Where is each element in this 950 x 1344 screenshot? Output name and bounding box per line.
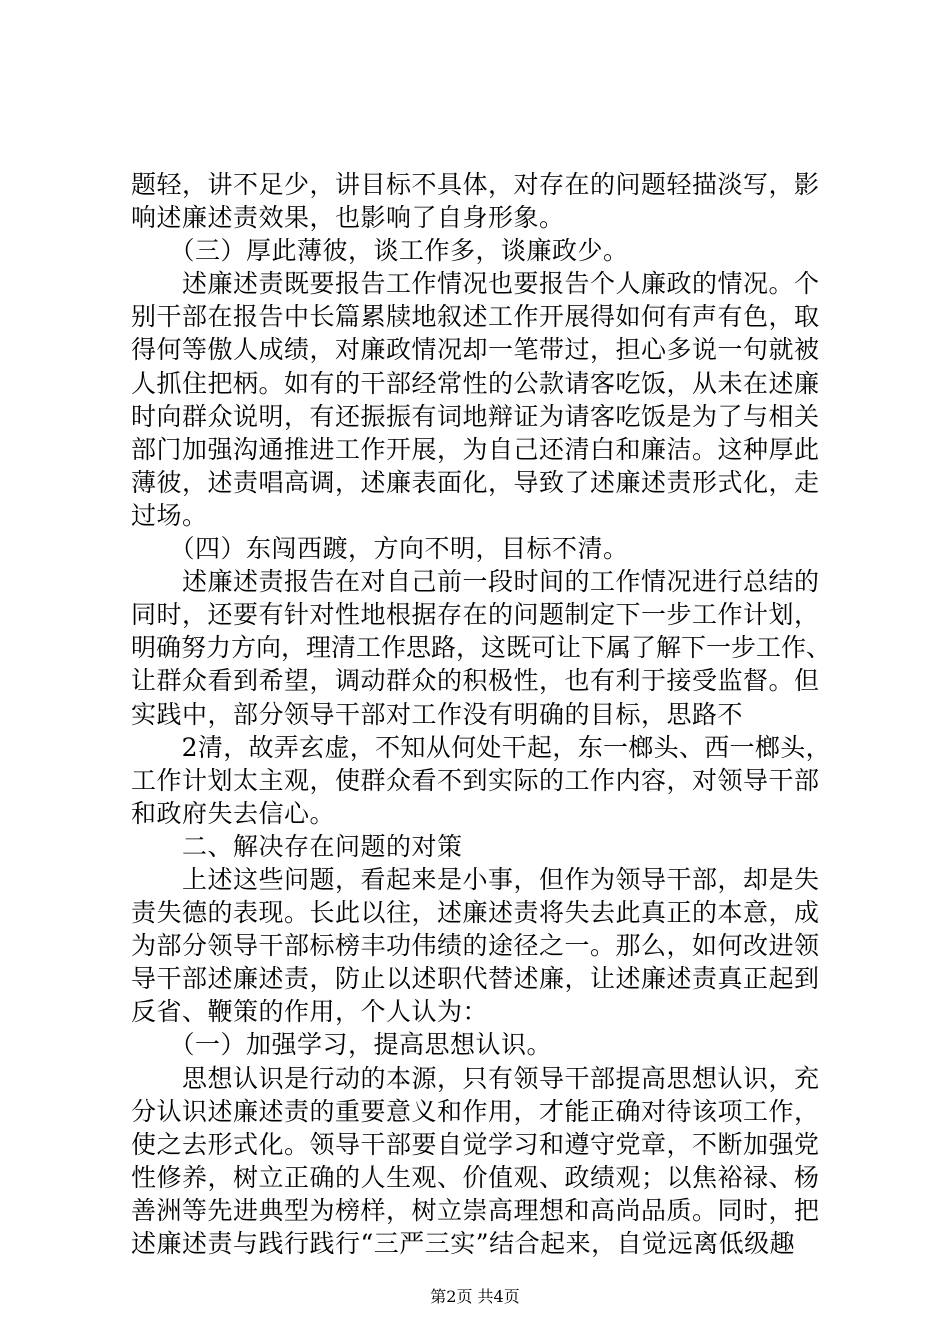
- text-line: 责失德的表现。长此以往，述廉述责将失去此真正的本意，成: [131, 898, 820, 928]
- text-line: 得何等傲人成绩，对廉政情况却一笔带过，担心多说一句就被: [131, 335, 820, 365]
- text-line: 述廉述责报告在对自己前一段时间的工作情况进行总结的: [131, 567, 820, 597]
- text-line: 为部分领导干部标榜丰功伟绩的途径之一。那么，如何改进领: [131, 931, 820, 961]
- text-line: 二、解决存在问题的对策: [131, 831, 463, 861]
- text-line: 性修养，树立正确的人生观、价值观、政绩观；以焦裕禄、杨: [131, 1162, 820, 1192]
- text-line: 让群众看到希望，调动群众的积极性，也有利于接受监督。但: [131, 666, 820, 696]
- text-line: 题轻，讲不足少，讲目标不具体，对存在的问题轻描淡写，影: [131, 170, 820, 199]
- text-line: 2清，故弄玄虚，不知从何处干起，东一榔头、西一榔头，: [131, 732, 831, 762]
- text-line: 导干部述廉述责，防止以述职代替述廉，让述廉述责真正起到: [131, 964, 820, 994]
- text-line: 使之去形式化。领导干部要自觉学习和遵守党章，不断加强党: [131, 1129, 820, 1159]
- text-line: 分认识述廉述责的重要意义和作用，才能正确对待该项工作，: [131, 1096, 820, 1126]
- text-line: 明确努力方向，理清工作思路，这既可让下属了解下一步工作、: [131, 633, 832, 663]
- body-text: [131, 168, 831, 1260]
- text-line: 别干部在报告中长篇累牍地叙述工作开展得如何有声有色，取: [131, 302, 820, 332]
- text-line: 人抓住把柄。如有的干部经常性的公款请客吃饭，从未在述廉: [131, 368, 820, 398]
- text-line: 部门加强沟通推进工作开展，为自己还清白和廉洁。这种厚此: [131, 434, 820, 464]
- text-line: 和政府失去信心。: [131, 798, 336, 828]
- text-line: 时向群众说明，有还振振有词地辩证为请客吃饭是为了与相关: [131, 401, 820, 431]
- text-line: 薄彼，述责唱高调，述廉表面化，导致了述廉述责形式化，走: [131, 467, 820, 497]
- text-line: 实践中，部分领导干部对工作没有明确的目标，思路不: [131, 699, 744, 729]
- page-footer: 第2页 共4页: [430, 1287, 520, 1306]
- text-line: 思想认识是行动的本源，只有领导干部提高思想认识，充: [131, 1063, 820, 1093]
- text-line: 上述这些问题，看起来是小事，但作为领导干部，却是失: [131, 864, 820, 894]
- text-line: 同时，还要有针对性地根据存在的问题制定下一步工作计划，: [131, 600, 820, 630]
- text-line: 述廉述责与践行践行“三严三实”结合起来，自觉远离低级趣: [131, 1229, 796, 1258]
- text-line: 述廉述责既要报告工作情况也要报告个人廉政的情况。个: [131, 269, 820, 299]
- text-line: 反省、鞭策的作用，个人认为：: [131, 997, 489, 1027]
- text-line: 响述廉述责效果，也影响了自身形象。: [131, 203, 565, 233]
- text-line: 善洲等先进典型为榜样，树立崇高理想和高尚品质。同时，把: [131, 1195, 820, 1225]
- text-line: （三）厚此薄彼，谈工作多，谈廉政少。: [131, 236, 629, 266]
- text-line: 工作计划太主观，使群众看不到实际的工作内容，对领导干部: [131, 765, 820, 795]
- text-line: 过场。: [131, 500, 208, 530]
- text-line: （一）加强学习，提高思想认识。: [131, 1030, 553, 1060]
- text-line: （四）东闯西踱，方向不明，目标不清。: [131, 534, 629, 564]
